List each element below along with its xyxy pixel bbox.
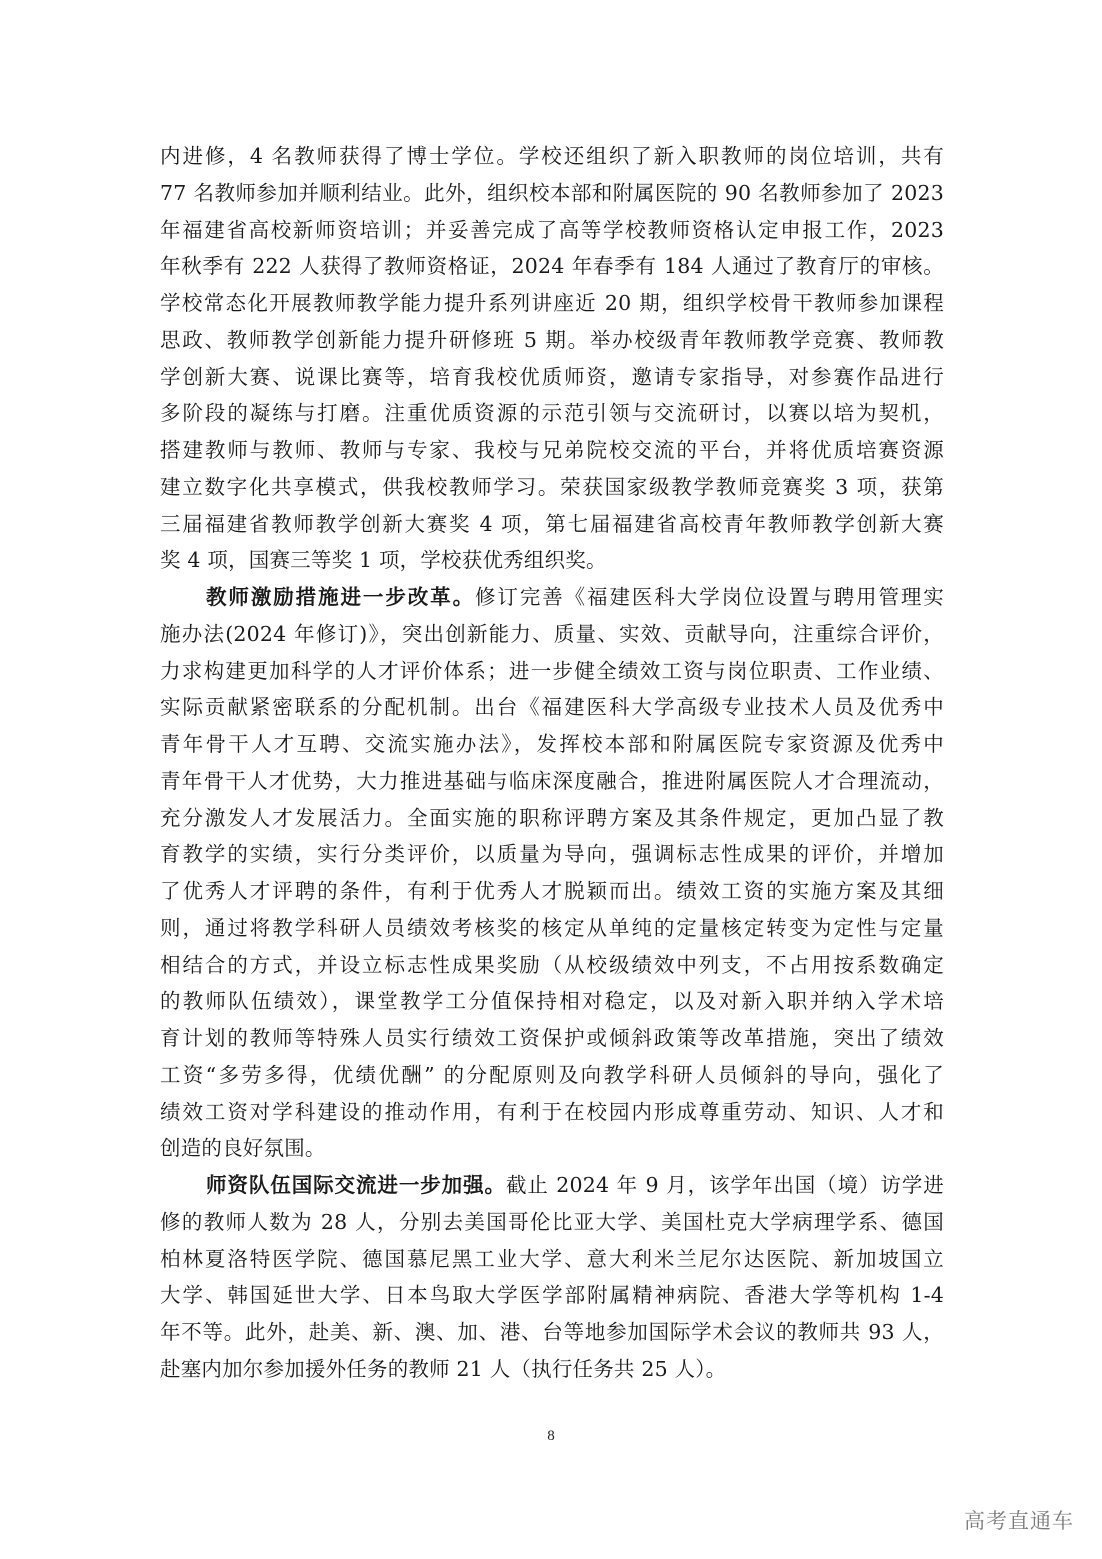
text-line: 的教师队伍绩效），课堂教学工分值保持相对稳定，以及对新入职并纳入学术培: [160, 989, 944, 1014]
text-line: 学创新大赛、说课比赛等，培育我校优质师资，邀请专家指导，对参赛作品进行: [160, 364, 944, 389]
text-line: 学校常态化开展教师教学能力提升系列讲座近 20 期，组织学校骨干教师参加课程: [160, 291, 944, 315]
text-line: 思政、教师教学创新能力提升研修班 5 期。举办校级青年教师教学竞赛、教师教: [160, 327, 944, 352]
text-line: 奖 4 项，国赛三等奖 1 项，学校获优秀组织奖。: [160, 548, 607, 573]
paragraph-incentive-reform: [160, 579, 944, 1167]
paragraph-training: [160, 138, 944, 579]
text-line: 赴塞内加尔参加援外任务的教师 21 人（执行任务共 25 人）。: [160, 1356, 727, 1381]
text-line: 力求构建更加科学的人才评价体系；进一步健全绩效工资与岗位职责、工作业绩、: [160, 658, 944, 683]
watermark: 高考直通车: [964, 1509, 1074, 1533]
page-number: 8: [547, 1428, 555, 1444]
paragraph-heading: 师资队伍国际交流进一步加强。: [206, 1173, 506, 1197]
paragraph-heading: 教师激励措施进一步改革。: [206, 585, 475, 609]
text-line: 年秋季有 222 人获得了教师资格证，2024 年春季有 184 人通过了教育厅的审核。: [160, 254, 944, 279]
text-line: 多阶段的凝练与打磨。注重优质资源的示范引领与交流研讨，以赛以培为契机，: [160, 401, 944, 426]
text-line: 年不等。此外，赴美、新、澳、加、港、台等地参加国际学术会议的教师共 93 人，: [160, 1320, 944, 1344]
text-line: 育教学的实绩，实行分类评价，以质量为导向，强调标志性成果的评价，并增加: [160, 842, 944, 867]
text-line: 创造的良好氛围。: [160, 1136, 326, 1161]
text-line: [160, 1167, 944, 1204]
text-line: 建立数字化共享模式，供我校教师学习。荣获国家级教学教师竞赛奖 3 项，获第: [160, 474, 944, 499]
text-span: 截止 2024 年 9 月，该学年出国（境）访学进: [505, 1173, 944, 1197]
text-line: 搭建教师与教师、教师与专家、我校与兄弟院校交流的平台，并将优质培赛资源: [160, 438, 944, 462]
text-line: 大学、韩国延世大学、日本鸟取大学医学部附属精神病院、香港大学等机构 1-4: [160, 1283, 944, 1308]
text-line: 年福建省高校新师资培训；并妥善完成了高等学校教师资格认定申报工作，2023: [160, 217, 944, 242]
text-line: 充分激发人才发展活力。全面实施的职称评聘方案及其条件规定，更加凸显了教: [160, 805, 944, 830]
text-line: 了优秀人才评聘的条件，有利于优秀人才脱颖而出。绩效工资的实施方案及其细: [160, 879, 944, 903]
text-line: 则，通过将教学科研人员绩效考核奖的核定从单纯的定量核定转变为定性与定量: [160, 915, 944, 940]
text-line: 青年骨干人才优势，大力推进基础与临床深度融合，推进附属医院人才合理流动，: [160, 768, 944, 793]
body-text: [160, 138, 944, 1388]
text-line: 修的教师人数为 28 人，分别去美国哥伦比亚大学、美国杜克大学病理学系、德国: [160, 1209, 944, 1234]
text-line: 柏林夏洛特医学院、德国慕尼黑工业大学、意大利米兰尼尔达医院、新加坡国立: [160, 1246, 944, 1271]
text-line: 内进修，4 名教师获得了博士学位。学校还组织了新入职教师的岗位培训，共有: [160, 144, 944, 168]
text-line: [160, 579, 944, 616]
text-line: 育计划的教师等特殊人员实行绩效工资保护或倾斜政策等改革措施，突出了绩效: [160, 1026, 944, 1050]
text-line: 施办法(2024 年修订)》，突出创新能力、质量、实效、贡献导向，注重综合评价，: [160, 621, 944, 646]
paragraph-international-exchange: [160, 1167, 944, 1388]
text-span: 修订完善《福建医科大学岗位设置与聘用管理实: [474, 585, 944, 609]
text-line: 工资“多劳多得，优绩优酬” 的分配原则及向教学科研人员倾斜的导向，强化了: [160, 1062, 944, 1087]
text-line: 绩效工资对学科建设的推动作用，有利于在校园内形成尊重劳动、知识、人才和: [160, 1099, 944, 1124]
text-line: 青年骨干人才互聘、交流实施办法》，发挥校本部和附属医院专家资源及优秀中: [160, 732, 944, 756]
text-line: 77 名教师参加并顺利结业。此外，组织校本部和附属医院的 90 名教师参加了 2023: [160, 180, 944, 205]
text-line: 三届福建省教师教学创新大赛奖 4 项，第七届福建省高校青年教师教学创新大赛: [160, 511, 944, 536]
text-line: 实际贡献紧密联系的分配机制。出台《福建医科大学高级专业技术人员及优秀中: [160, 695, 944, 720]
text-line: 相结合的方式，并设立标志性成果奖励（从校级绩效中列支，不占用按系数确定: [160, 952, 944, 977]
